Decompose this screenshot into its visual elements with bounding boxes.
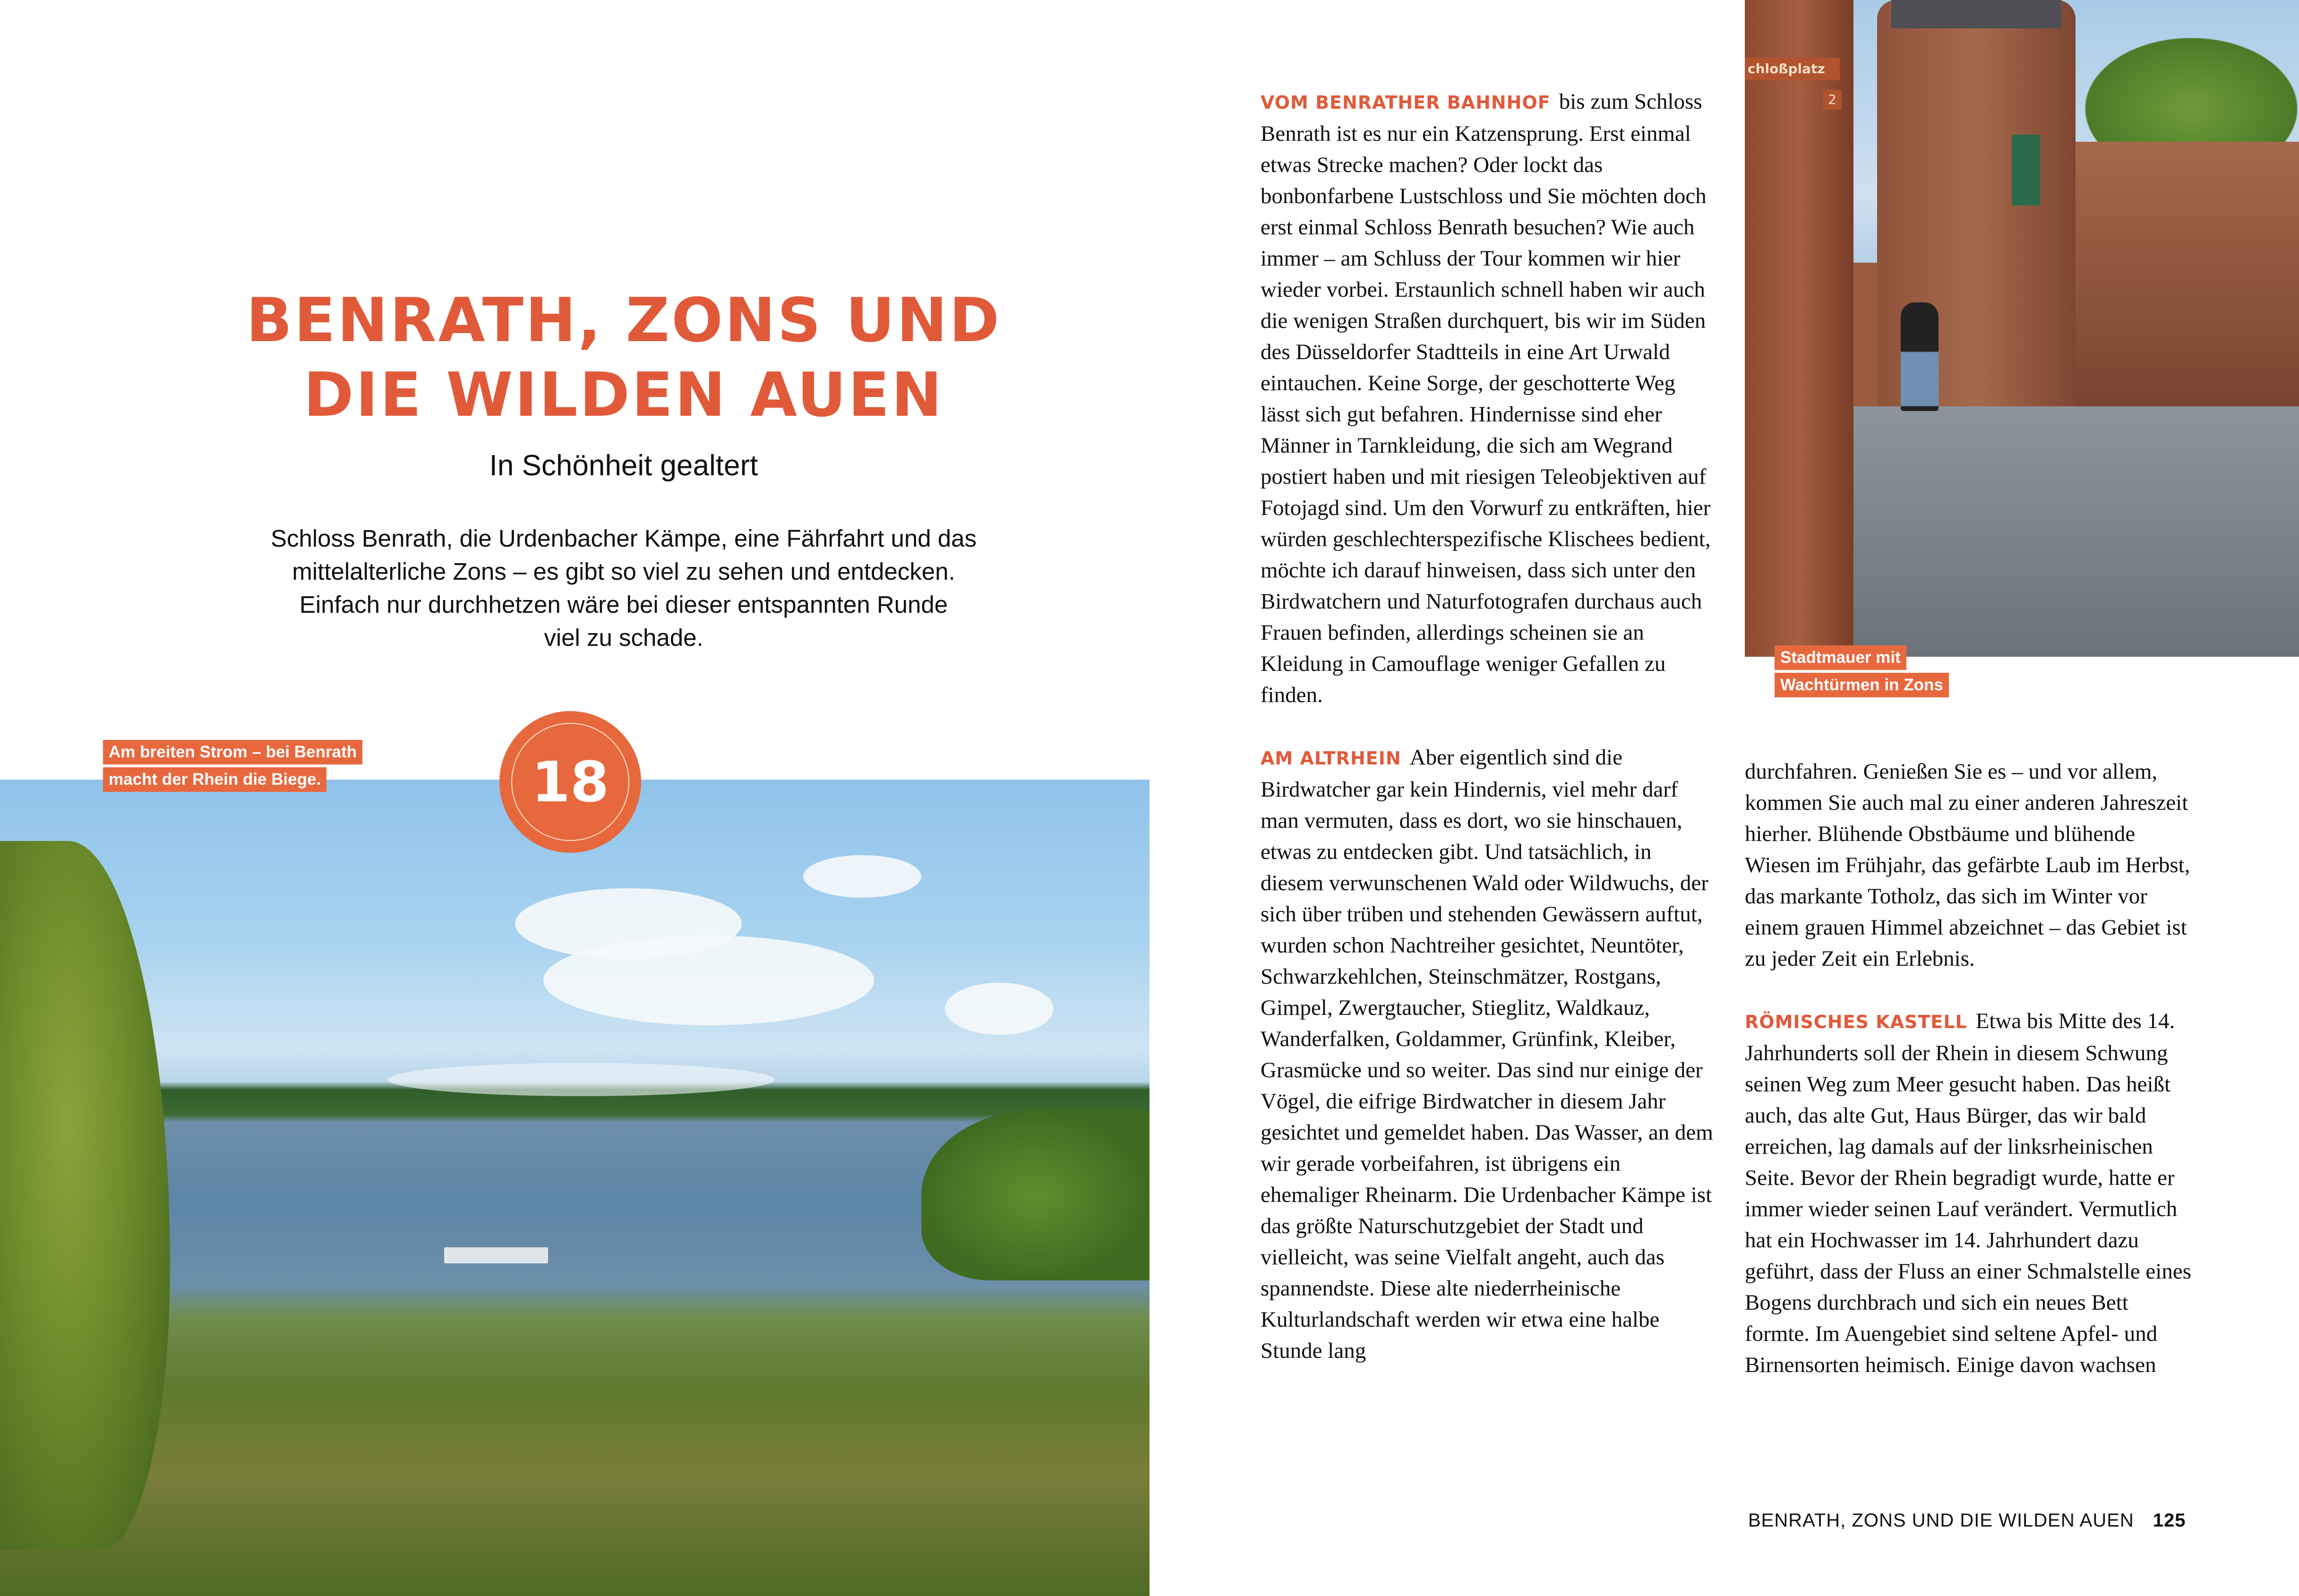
caption-line: Stadtmauer mit <box>1775 645 1906 670</box>
tower-roof-shape <box>1891 0 2061 28</box>
paragraph-text: Aber eigentlich sind die Birdwatcher gar kein Hindernis, viel mehr darf man vermuten, dass es dort, wo sie hinschauen, etwas zu entdecken gibt. Und tatsächlich, in diesem verwunschenen Wald oder Wildwuchs, der sich über trüben und stehenden Gewässern auftut, wurden schon Nachtreiher gesichtet, Neuntöter, Schwarzkehlchen, Steinschmätzer, Rostgans, Gimpel, Zwergtaucher, Stieglitz, Waldkauz, Wanderfalken, Goldammer, Grünfink, Kleiber, Grasmücke und so weiter. Das sind nur einige der Vögel, die eifrige Birdwatcher in diesem Jahr gesichtet und gemeldet haben. Das Wasser, an dem wir gerade vorbeifahren, ist übrigens ein ehemaliger Rheinarm. Die Urdenbacher Kämpe ist das größte Naturschutzgebiet der Stadt und vielleicht, was seine Vielfalt angeht, auch das spannendste. Diese alte niederrheinische Kulturlandschaft werden wir etwa eine halbe Stunde lang <box>1261 745 1713 1363</box>
page-number: 125 <box>2153 1510 2186 1531</box>
section-lead: VOM BENRATHER BAHNHOF <box>1261 92 1551 113</box>
door-shape <box>2012 135 2040 206</box>
cloud-shape <box>803 855 921 898</box>
chapter-title <box>156 283 1091 433</box>
paragraph <box>1261 86 1714 711</box>
caption-line: Wachtürmen in Zons <box>1775 673 1949 697</box>
chapter-intro <box>170 522 1077 654</box>
zons-photo <box>1745 0 2299 657</box>
chapter-title-line-2: DIE WILDEN AUEN <box>303 360 944 430</box>
paragraph <box>1261 742 1714 1366</box>
chapter-subtitle: In Schönheit gealtert <box>489 449 758 482</box>
section-lead: AM ALTRHEIN <box>1261 748 1401 769</box>
chapter-title-line-1: BENRATH, ZONS UND <box>246 285 1002 356</box>
intro-line: Einfach nur durchhetzen wäre bei dieser entspannten Runde <box>299 591 948 618</box>
paragraph <box>1745 756 2198 974</box>
cloud-shape <box>543 935 874 1025</box>
cloud-shape <box>945 983 1054 1035</box>
river-photo-caption <box>103 740 362 795</box>
paragraph-text: durchfahren. Genießen Sie es – und vor allem, kommen Sie auch mal zu einer anderen Jahreszeit hierher. Blühende Obstbäume und blühende Wiesen im Frühjahr, das gefärbte Laub im Herbst, das markante Totholz, das sich im Winter vor einem grauen Himmel abzeichnet – das Gebiet ist zu jeder Zeit ein Erlebnis. <box>1745 759 2190 971</box>
zons-photo-caption <box>1775 645 1949 700</box>
running-head: BENRATH, ZONS UND DIE WILDEN AUEN <box>1748 1510 2134 1531</box>
tour-number: 18 <box>531 749 609 815</box>
tree-shape <box>0 841 170 1550</box>
paragraph-gap <box>1745 974 2198 1005</box>
paragraph <box>1745 1005 2198 1381</box>
cloud-shape <box>387 1063 775 1096</box>
paragraph-gap <box>1261 711 1714 742</box>
intro-line: viel zu schade. <box>544 624 703 651</box>
paragraph-text: Etwa bis Mitte des 14. Jahrhunderts soll der Rhein in diesem Schwung seinen Weg zum Meer gesucht haben. Das heißt auch, das alte Gut, Haus Bürger, das wir bald erreichen, lag damals auf der linksrheinischen Seite. Bevor der Rhein begradigt wurde, hatte er immer wieder seinen Lauf verändert. Vermutlich hat ein Hochwasser im 14. Jahrhundert dazu geführt, dass der Fluss an einer Schmalstelle eines Bogens durchbrach und sich ein neues Bett formte. Im Auengebiet sind seltene Apfel- und Birnensorten heimisch. Einige davon wachsen <box>1745 1009 2191 1377</box>
text-column-1 <box>1261 86 1714 1366</box>
house-number-sign: 2 <box>1823 90 1842 110</box>
city-wall-shape <box>2066 142 2299 406</box>
section-lead: RÖMISCHES KASTELL <box>1745 1012 1967 1032</box>
intro-line: Schloss Benrath, die Urdenbacher Kämpe, eine Fährfahrt und das <box>270 525 977 552</box>
paragraph-text: bis zum Schloss Benrath ist es nur ein Katzensprung. Erst einmal etwas Strecke machen? Oder lockt das bonbonfarbene Lustschloss und Sie möchten doch erst einmal Schloss Benrath besuchen? Wie auch immer – am Schluss der Tour kommen wir hier wieder vorbei. Erstaunlich schnell haben wir auch die wenigen Straßen durchquert, bis wir im Süden des Düsseldorfer Stadtteils in eine Art Urwald eintauchen. Keine Sorge, der geschotterte Weg lässt sich gut befahren. Hindernisse sind eher Männer in Tarnkleidung, die sich am Wegrand postiert haben und mit riesigen Teleobjektiven auf Fotojagd sind. Um den Vorwurf zu entkräften, hier würden geschlechterspezifische Klischees bedient, möchte ich darauf hinweisen, dass sich unter den Birdwatchern und Naturfotografen durchaus auch Frauen befinden, allerdings scheinen sie an Kleidung in Camouflage weniger Gefallen zu finden. <box>1261 89 1711 707</box>
person-shape <box>1901 302 1939 411</box>
tour-number-badge <box>499 711 641 853</box>
caption-line: macht der Rhein die Biege. <box>103 767 326 792</box>
street-sign: chloßplatz <box>1745 58 1840 80</box>
boat-shape <box>444 1247 548 1263</box>
text-column-2 <box>1745 756 2198 1381</box>
ground-shape <box>1853 406 2299 657</box>
river-photo <box>0 780 1150 1596</box>
intro-line: mittelalterliche Zons – es gibt so viel zu sehen und entdecken. <box>292 558 955 585</box>
tree-shape <box>921 1110 1150 1280</box>
caption-line: Am breiten Strom – bei Benrath <box>103 740 362 764</box>
page-footer <box>1748 1510 2221 1531</box>
